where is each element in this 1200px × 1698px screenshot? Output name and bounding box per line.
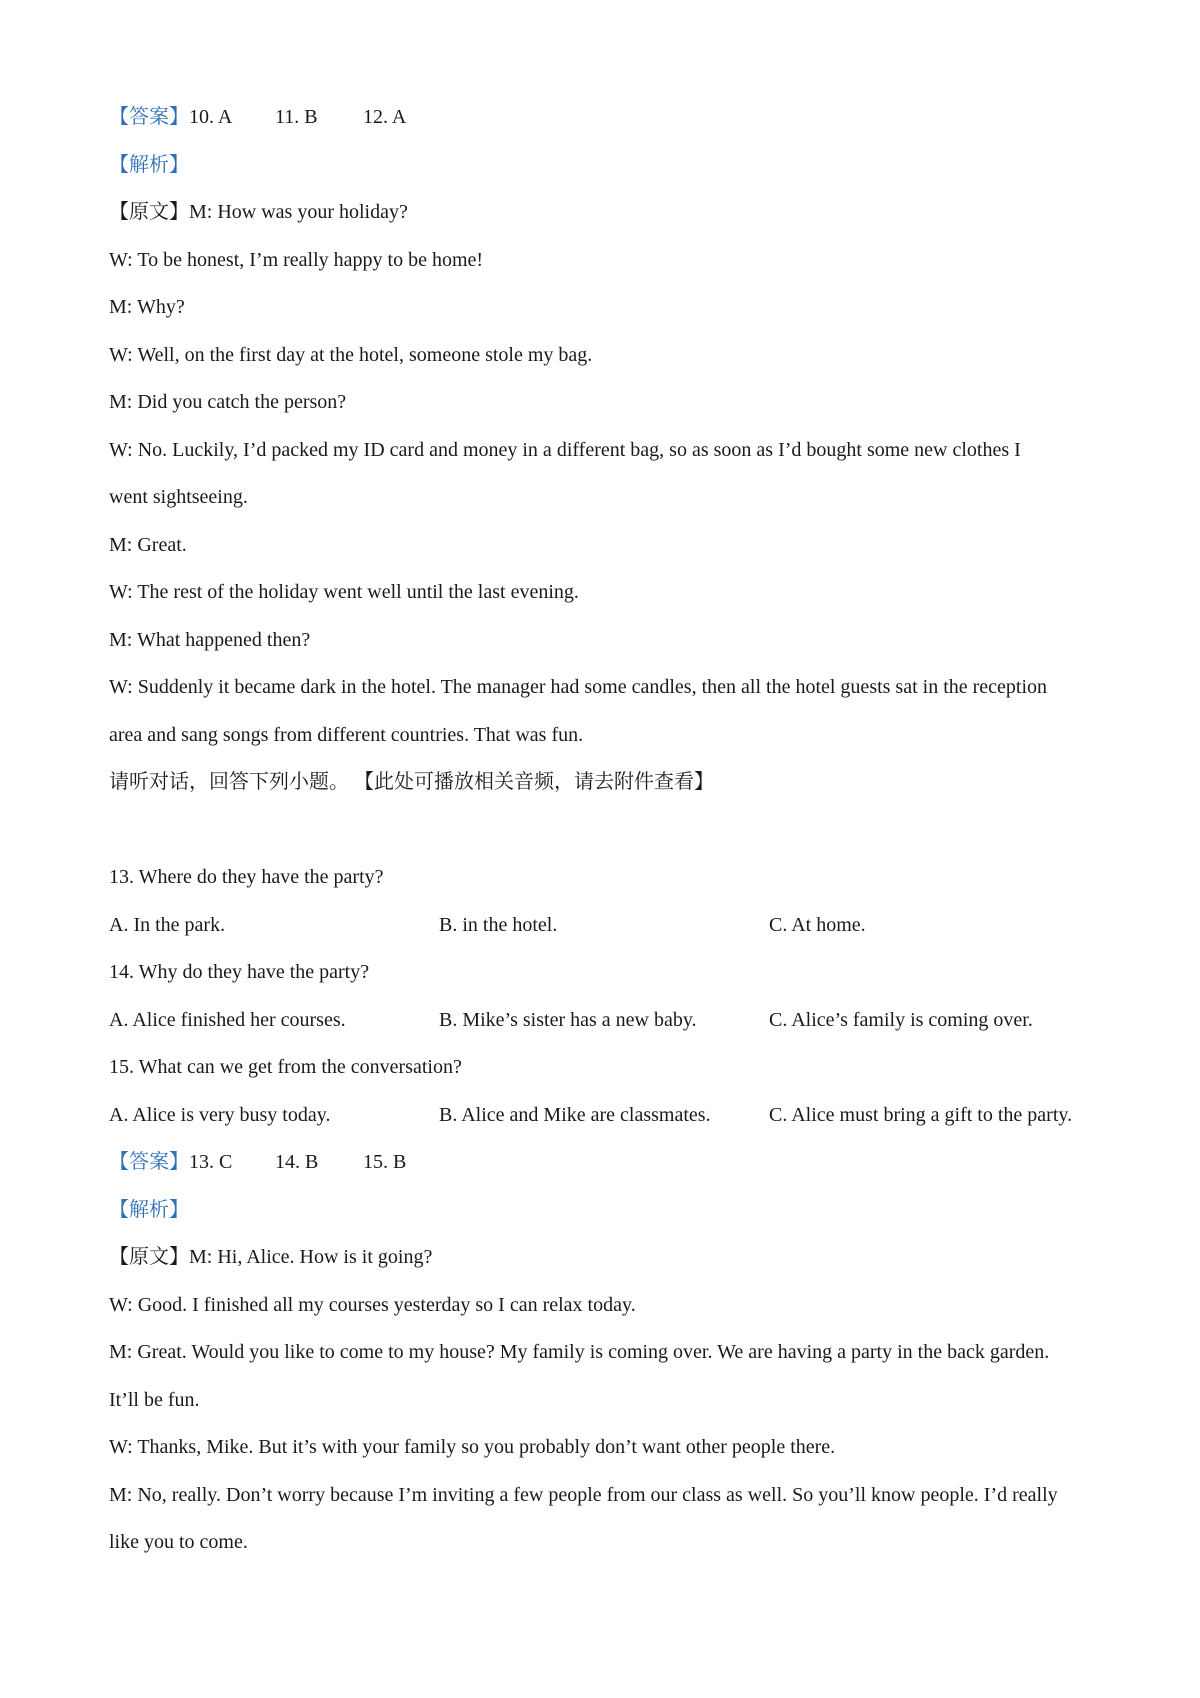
transcript-line [109, 189, 1119, 237]
transcript-tag: 【原文】 [109, 201, 189, 223]
listening-instruction: 请听对话，回答下列小题。 【此处可播放相关音频，请去附件查看】 [109, 771, 714, 793]
question-options [109, 997, 1119, 1045]
transcript-line: M: Why? [109, 296, 185, 318]
question-stem: 15. What can we get from the conversation? [109, 1056, 462, 1078]
answer-line-2 [109, 1139, 1119, 1187]
transcript-line: M: Great. [109, 533, 187, 556]
transcript-line: W: The rest of the holiday went well until the last evening. [109, 581, 579, 603]
transcript-line: W: No. Luckily, I’d packed my ID card and money in a different bag, so as soon as I’d bought some new clothes I [109, 438, 1021, 461]
transcript-line: M: What happened then? [109, 628, 311, 651]
transcript-line: W: To be honest, I’m really happy to be home! [109, 248, 484, 271]
question-stem: 13. Where do they have the party? [109, 866, 384, 888]
answer-tag: 【答案】 [109, 1151, 189, 1173]
transcript-line: W: Suddenly it became dark in the hotel. The manager had some candles, then all the hotel guests sat in the reception [109, 676, 1048, 698]
answer-tag: 【答案】 [109, 106, 189, 128]
answer-item: 11. B [275, 106, 318, 128]
transcript-line [109, 1234, 1119, 1282]
transcript-line: M: Great. Would you like to come to my house? My family is coming over. We are having a party in the back garden. [109, 1341, 1050, 1363]
question-stem: 14. Why do they have the party? [109, 961, 370, 983]
analysis-tag: 【解析】 [109, 1198, 189, 1221]
answer-item: 10. A [189, 106, 233, 128]
transcript-line: like you to come. [109, 1531, 248, 1553]
transcript-line: M: Did you catch the person? [109, 391, 347, 413]
transcript-line: went sightseeing. [109, 486, 248, 508]
answer-item: 12. A [363, 106, 407, 128]
option-b: B. Alice and Mike are classmates. [439, 1103, 711, 1126]
option-a: A. Alice finished her courses. [109, 1008, 346, 1031]
question-options [109, 902, 1119, 950]
option-c: C. Alice must bring a gift to the party. [769, 1103, 1073, 1126]
transcript-line: It’ll be fun. [109, 1388, 200, 1411]
option-a: A. Alice is very busy today. [109, 1103, 331, 1126]
transcript-line: W: Thanks, Mike. But it’s with your family so you probably don’t want other people there. [109, 1436, 836, 1458]
transcript-tag: 【原文】 [109, 1246, 189, 1268]
answer-line-1 [109, 94, 1119, 142]
transcript-line: area and sang songs from different countries. That was fun. [109, 723, 584, 746]
answer-item: 14. B [275, 1151, 319, 1173]
transcript-line: W: Good. I finished all my courses yesterday so I can relax today. [109, 1293, 636, 1316]
document-page [109, 94, 1119, 1567]
transcript-line: W: Well, on the first day at the hotel, someone stole my bag. [109, 343, 593, 366]
option-c: C. Alice’s family is coming over. [769, 1008, 1033, 1031]
answer-item: 15. B [363, 1151, 407, 1173]
question-options [109, 1092, 1119, 1140]
answer-item: 13. C [189, 1151, 233, 1173]
spacer [109, 807, 1119, 855]
option-c: C. At home. [769, 913, 866, 936]
option-a: A. In the park. [109, 913, 226, 936]
transcript-text: M: Hi, Alice. How is it going? [189, 1246, 433, 1268]
analysis-tag: 【解析】 [109, 153, 189, 176]
transcript-line: M: No, really. Don’t worry because I’m inviting a few people from our class as well. So you’ll know people. I’d really [109, 1483, 1058, 1506]
option-b: B. in the hotel. [439, 913, 558, 936]
option-b: B. Mike’s sister has a new baby. [439, 1008, 697, 1031]
transcript-text: M: How was your holiday? [189, 201, 408, 223]
